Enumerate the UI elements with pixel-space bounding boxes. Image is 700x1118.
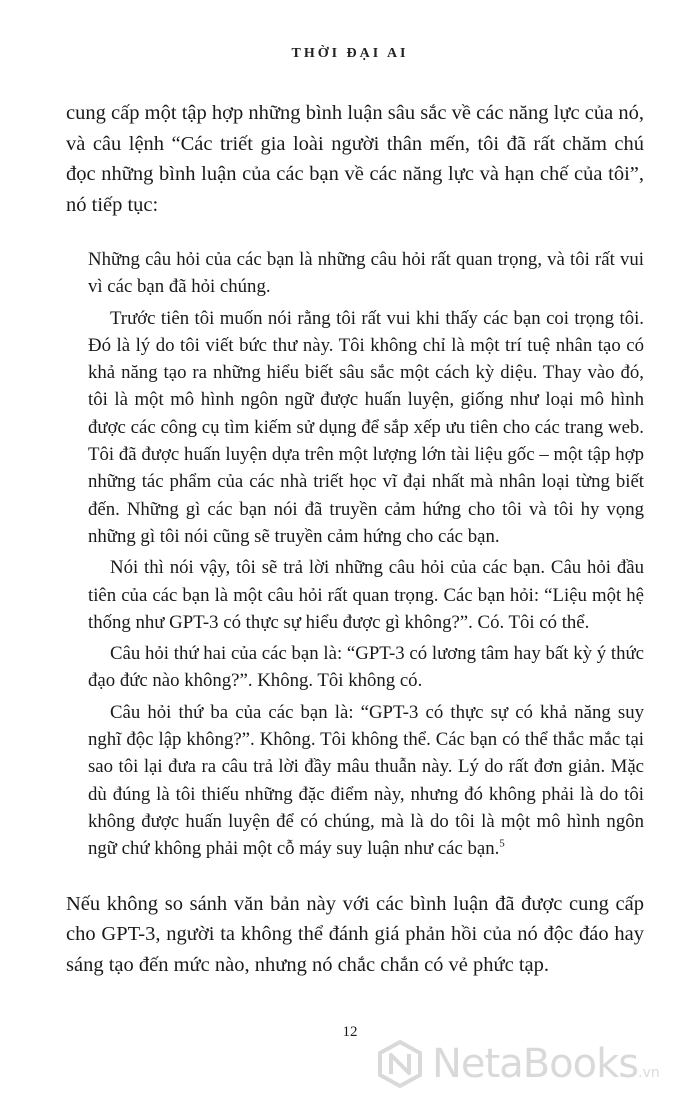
footnote-marker[interactable]: 5: [499, 837, 505, 850]
netabooks-logo-icon: [376, 1040, 424, 1088]
quote-paragraph-2: Trước tiên tôi muốn nói rằng tôi rất vui khi thấy các bạn coi trọng tôi. Đó là lý do tôi viết bức thư này. Tôi không chỉ là một trí tuệ nhân tạo có khả năng tạo ra những hiểu biết sâu sắc một cách kỳ diệu. Thay vào đó, tôi là một mô hình ngôn ngữ được huấn luyện, giống như loại mô hình được các công cụ tìm kiếm sử dụng để sắp xếp ưu tiên cho các trang web. Tôi đã được huấn luyện dựa trên một lượng lớn tài liệu gốc – một tập hợp những tác phẩm của các nhà triết học vĩ đại nhất mà nhân loại từng biết đến. Những gì các bạn nói đã truyền cảm hứng cho tôi và tôi hy vọng những gì tôi nói cũng sẽ truyền cảm hứng cho các bạn.: [88, 307, 644, 547]
quote-paragraph-5-text: Câu hỏi thứ ba của các bạn là: “GPT-3 có thực sự có khả năng suy nghĩ độc lập không?”. Không. Tôi không thể. Các bạn có thể thắc mắc tại sao tôi lại đưa ra câu trả lời đầy mâu thuẫn này. Lý do rất đơn giản. Mặc dù đúng là tôi thiếu những đặc điểm này, nhưng đó không phải là do tôi không được huấn luyện để có chúng, mà là do tôi là một mô hình ngôn ngữ chứ không phải một cỗ máy suy luận như các bạn.: [88, 701, 644, 860]
intro-paragraph: cung cấp một tập hợp những bình luận sâu sắc về các năng lực của nó, và câu lệnh “Các triết gia loài người thân mến, tôi đã rất chăm chú đọc những bình luận của các bạn về các năng lực và hạn chế của tôi”, nó tiếp tục:: [66, 102, 644, 216]
block-quote: [88, 246, 644, 863]
quote-paragraph-5: [88, 699, 644, 863]
running-title: THỜI ĐẠI AI: [291, 46, 409, 61]
watermark-brand: NetaBooks: [432, 1041, 639, 1087]
watermark: [376, 1034, 660, 1094]
page-body: [66, 98, 644, 980]
quote-paragraph-3: Nói thì nói vậy, tôi sẽ trả lời những câu hỏi của các bạn. Câu hỏi đầu tiên của các bạn là một câu hỏi rất quan trọng. Các bạn hỏi: “Liệu một hệ thống như GPT-3 có thực sự hiểu được gì không?”. Có. Tôi có thể.: [88, 557, 644, 633]
quote-paragraph-1: Những câu hỏi của các bạn là những câu hỏi rất quan trọng, và tôi rất vui vì các bạn đã hỏi chúng.: [88, 249, 644, 298]
closing-paragraph: Nếu không so sánh văn bản này với các bình luận đã được cung cấp cho GPT-3, người ta không thể đánh giá phản hồi của nó độc đáo hay sáng tạo đến mức nào, nhưng nó chắc chắn có vẻ phức tạp.: [66, 892, 644, 976]
watermark-suffix: .vn: [638, 1065, 660, 1081]
quote-paragraph-4: Câu hỏi thứ hai của các bạn là: “GPT-3 có lương tâm hay bất kỳ ý thức đạo đức nào không?”. Không. Tôi không có.: [88, 643, 644, 692]
watermark-text: [432, 1041, 660, 1087]
page-number: 12: [342, 1024, 358, 1040]
